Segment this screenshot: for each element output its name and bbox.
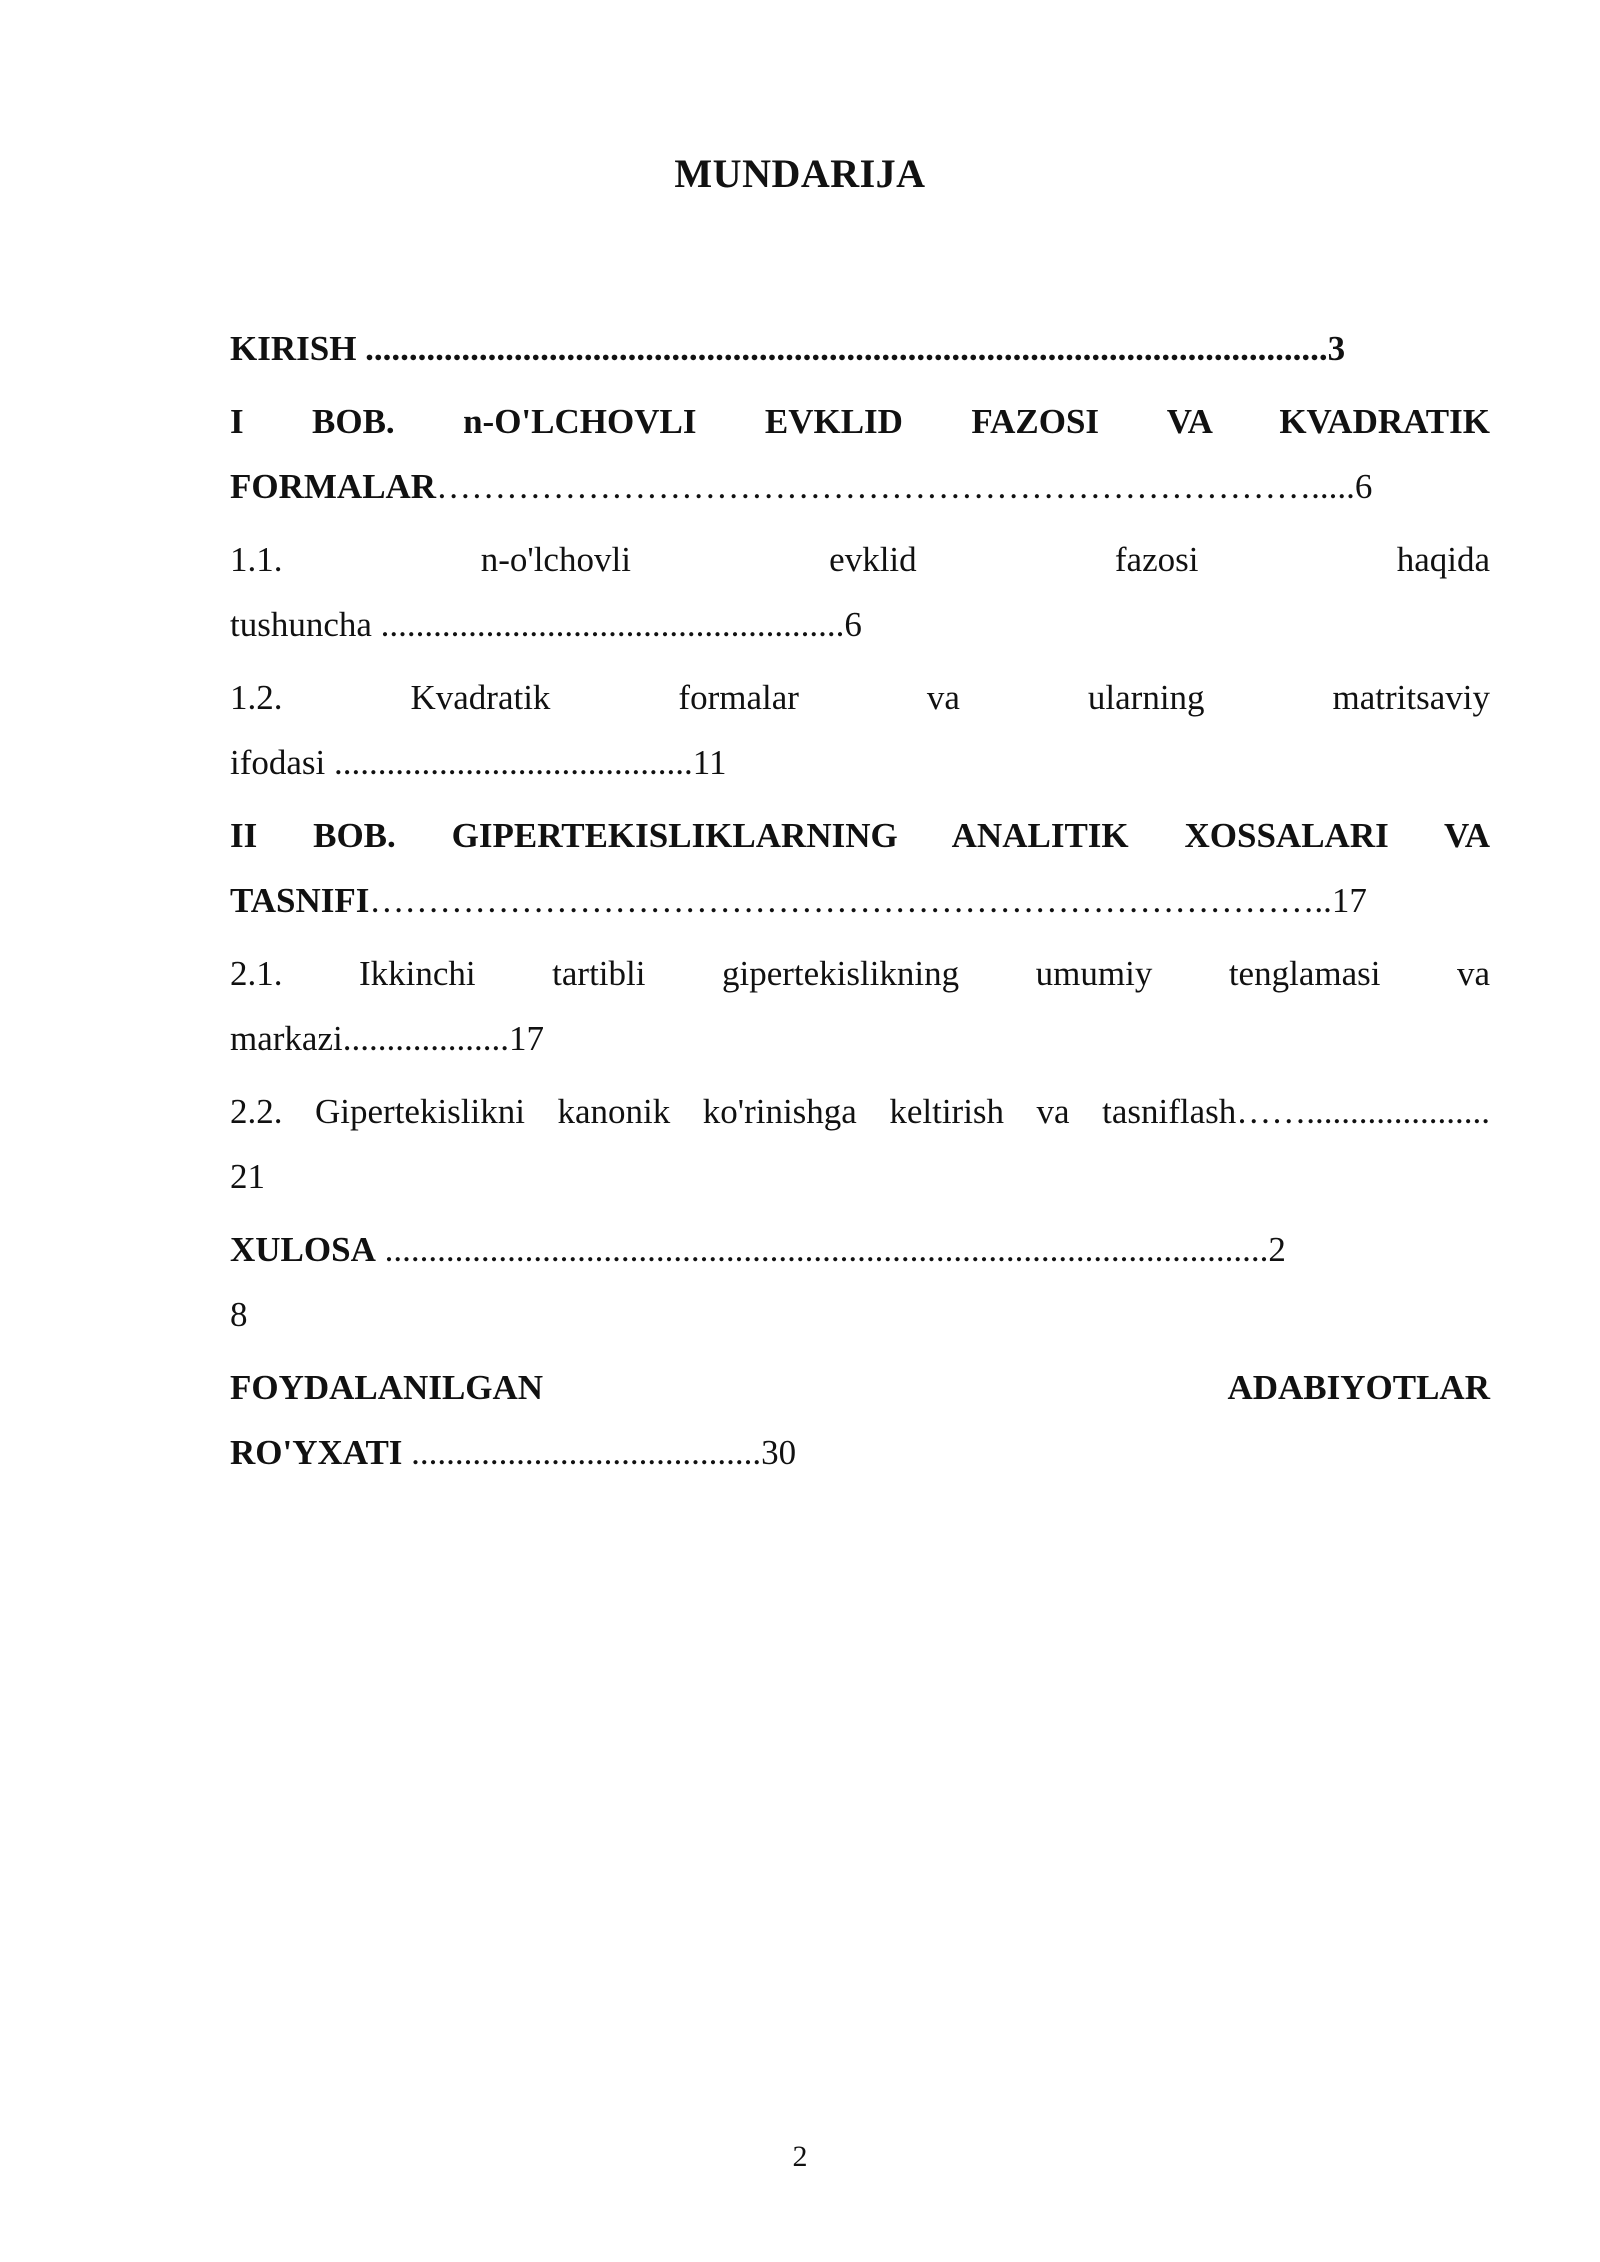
toc-adabiyot-line2 <box>230 1420 1490 1485</box>
toc-entry-2-1[interactable] <box>230 941 1490 1071</box>
toc-2-2-line1: 2.2. Gipertekislikni kanonik ko'rinishga keltirish va tasniflash……..................... <box>230 1092 1490 1131</box>
toc-2-2-line2: 21 <box>230 1157 265 1196</box>
toc-entry-1-2[interactable] <box>230 665 1490 795</box>
table-of-contents <box>230 316 1490 1493</box>
toc-1-2-line2: ifodasi .........................................11 <box>230 743 727 782</box>
toc-bob1-heading: I BOB. n-O'LCHOVLI EVKLID FAZOSI VA KVADRATIK <box>230 402 1490 441</box>
toc-xulosa-line1 <box>230 1217 1490 1282</box>
toc-bob2-heading: II BOB. GIPERTEKISLIKLARNING ANALITIK XOSSALARI VA <box>230 816 1490 855</box>
toc-xulosa-line2: 8 <box>230 1295 248 1334</box>
toc-adabiyot-label: RO'YXATI <box>230 1433 403 1472</box>
toc-xulosa-leader: .....................................................................................................2 <box>375 1230 1286 1269</box>
toc-bob1-line2 <box>230 454 1490 519</box>
toc-1-1-line2: tushuncha .....................................................6 <box>230 605 862 644</box>
toc-entry-kirish[interactable] <box>230 316 1490 381</box>
toc-1-1-line1: 1.1. n-o'lchovli evklid fazosi haqida <box>230 540 1490 579</box>
toc-2-1-line2: markazi...................17 <box>230 1019 544 1058</box>
toc-2-1-line1: 2.1. Ikkinchi tartibli gipertekislikning umumiy tenglamasi va <box>230 954 1490 993</box>
toc-1-2-line1: 1.2. Kvadratik formalar va ularning matritsaviy <box>230 678 1490 717</box>
toc-bob1-leader: ………………………………………………………………….....6 <box>436 467 1373 506</box>
toc-kirish-line: KIRISH ..............................................................................................................3 <box>230 329 1346 368</box>
toc-bob2-leader: ………………………………………………………………………..17 <box>369 881 1367 920</box>
page-number: 2 <box>792 2140 808 2173</box>
toc-bob1-label: FORMALAR <box>230 467 437 506</box>
toc-adabiyot-line1 <box>230 1355 1490 1420</box>
toc-xulosa-label: XULOSA <box>230 1230 376 1269</box>
toc-entry-xulosa[interactable] <box>230 1217 1490 1347</box>
toc-entry-2-2[interactable] <box>230 1079 1490 1209</box>
toc-bob2-label: TASNIFI <box>230 881 370 920</box>
toc-bob2-line2 <box>230 868 1490 933</box>
toc-entry-1-1[interactable] <box>230 527 1490 657</box>
toc-adabiyot-right: ADABIYOTLAR <box>1227 1368 1490 1407</box>
toc-adabiyot-leader: ........................................30 <box>402 1433 797 1472</box>
toc-adabiyot-left: FOYDALANILGAN <box>230 1368 544 1407</box>
toc-entry-adabiyotlar[interactable] <box>230 1355 1490 1485</box>
toc-entry-bob1[interactable] <box>230 389 1490 519</box>
page-title: MUNDARIJA <box>674 151 926 196</box>
toc-entry-bob2[interactable] <box>230 803 1490 933</box>
